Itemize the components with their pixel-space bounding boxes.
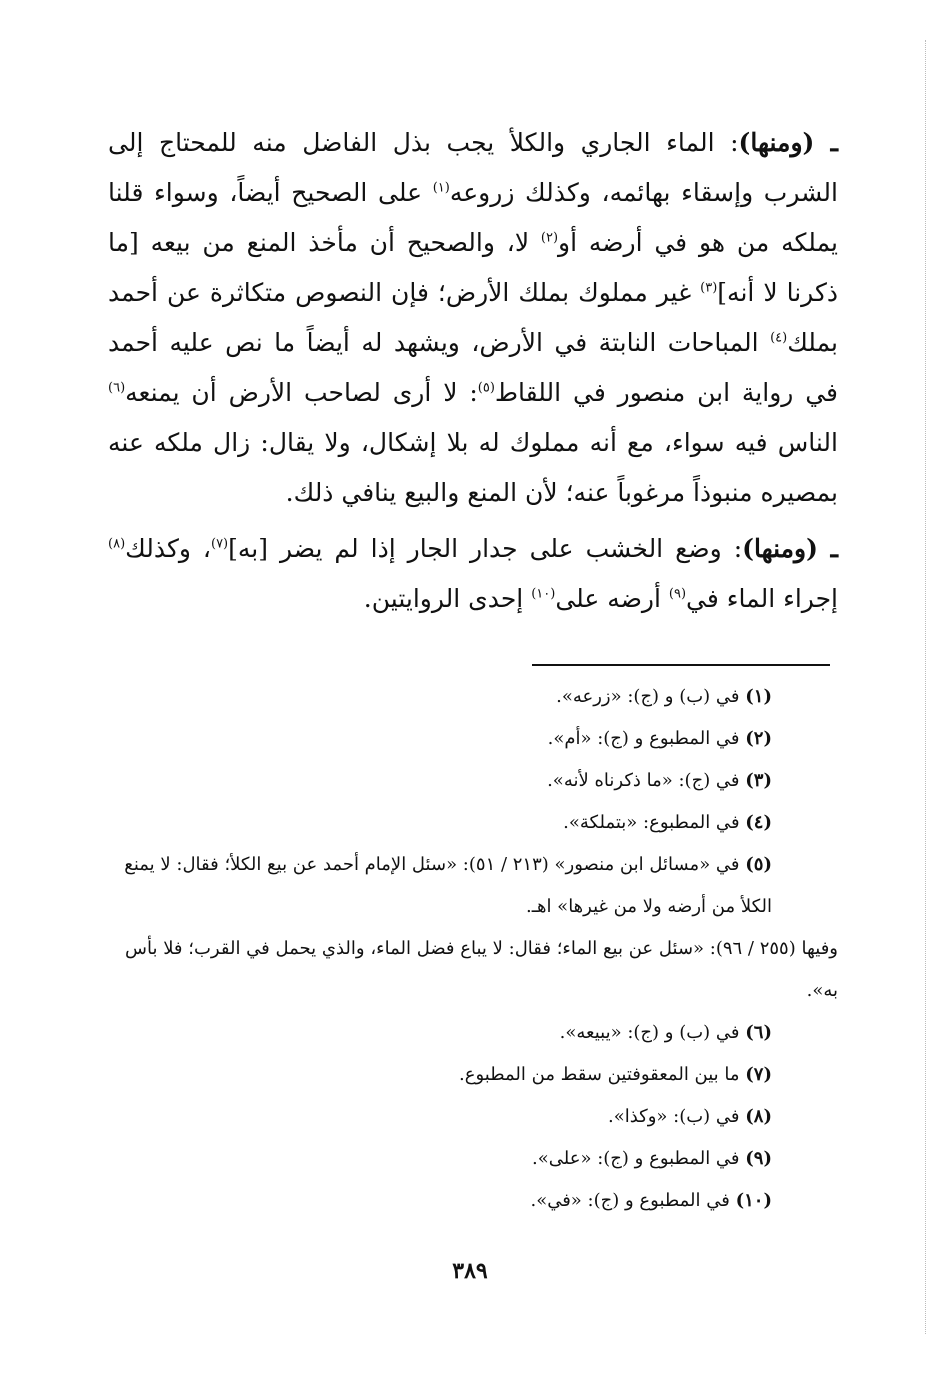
- footnote-text: في المطبوع: «بتملكة».: [563, 812, 746, 833]
- footnote-ref-8: (٨): [108, 536, 126, 552]
- footnote-6: [104, 1012, 772, 1054]
- footnote-number: (٩): [745, 1148, 772, 1169]
- footnote-text: في «مسائل ابن منصور» (٢١٣ / ٥١): «سئل الإمام أحمد عن بيع الكلأ؛ فقال: لا يمنع الكلأ من أرضه ولا من غيرها» اهـ.: [124, 854, 772, 917]
- footnotes: [104, 676, 838, 1222]
- footnote-number: (٨): [745, 1106, 772, 1127]
- footnote-ref-3: (٣): [700, 280, 718, 296]
- footnote-text: في (ج): «ما ذكرناه لأنه».: [547, 770, 746, 791]
- footnote-number: (١٠): [735, 1190, 772, 1211]
- footnote-text: في المطبوع و (ج): «على».: [532, 1148, 746, 1169]
- footnote-8: [104, 1096, 772, 1138]
- footnote-ref-10: (١٠): [531, 586, 556, 602]
- page-edge-dots: [925, 40, 926, 1334]
- footnote-text: ما بين المعقوفتين سقط من المطبوع.: [459, 1064, 746, 1085]
- paragraph-lead: ـ (ومنها): [742, 534, 838, 563]
- footnote-ref-7: (٧): [210, 536, 229, 552]
- footnote-text: في (ب): «وكذا».: [607, 1106, 746, 1127]
- footnote-separator: [532, 664, 830, 666]
- footnote-5: [104, 844, 772, 928]
- footnote-text: وفيها (٢٥٥ / ٩٦): «سئل عن بيع الماء؛ فقال: لا يباع فضل الماء، والذي يحمل في القرب؛ فلا بأس به».: [125, 938, 838, 1001]
- main-body-text: [108, 118, 838, 624]
- footnote-text: في (ب) و (ج): «يبيعه».: [559, 1022, 746, 1043]
- footnote-text: في المطبوع و (ج): «أم».: [547, 728, 746, 749]
- footnote-5-continued: [104, 928, 838, 1012]
- footnote-ref-2: (٢): [540, 230, 559, 246]
- footnote-number: (٢): [745, 728, 772, 749]
- footnote-2: [104, 718, 772, 760]
- paragraph-lead: ـ (ومنها): [738, 128, 838, 157]
- page-number: ٣٨٩: [452, 1258, 488, 1284]
- footnote-number: (٥): [745, 854, 772, 875]
- paragraph-water-and-pasture: ـ (ومنها): الماء الجاري والكلأ يجب بذل الفاضل منه للمحتاج إلى الشرب وإسقاء بهائمه، وكذلك زروعه$^{(١)}$ على الصحيح أيضاً، وسواء قلنا يملكه من هو في أرضه أو$^{(٢)}$ لا، والصحيح أن مأخذ المنع من بيعه [ما ذكرنا لا أنه]$^{(٣)}$ غير مملوك بملك الأرض؛ فإن النصوص متكاثرة عن أحمد بملك$^{(٤)}$ المباحات النابتة في الأرض، ويشهد له أيضاً ما نص عليه أحمد في رواية ابن منصور في اللقاط$^{(٥)}$: لا أرى لصاحب الأرض أن يمنعه$^{(٦)}$ الناس فيه سواء، مع أنه مملوك له بلا إشكال، ولا يقال: زال ملكه عنه بمصيره منبوذاً مرغوباً عنه؛ لأن المنع والبيع ينافي ذلك.: [108, 128, 839, 507]
- footnote-text: في المطبوع و (ج): «في».: [530, 1190, 736, 1211]
- footnote-ref-1: (١): [432, 180, 450, 196]
- footnote-9: [104, 1138, 772, 1180]
- footnote-10: [104, 1180, 772, 1222]
- footnote-3: [104, 760, 772, 802]
- footnote-4: [104, 802, 772, 844]
- footnote-number: (٦): [745, 1022, 772, 1043]
- footnote-ref-6: (٦): [108, 380, 126, 396]
- footnote-ref-4: (٤): [770, 330, 788, 346]
- footnote-number: (٤): [745, 812, 772, 833]
- footnote-1: [104, 676, 772, 718]
- footnote-7: [104, 1054, 772, 1096]
- footnote-ref-5: (٥): [477, 380, 495, 396]
- footnote-ref-9: (٩): [668, 586, 687, 602]
- paragraph-wood-on-wall: ـ (ومنها): وضع الخشب على جدار الجار إذا لم يضر [به]$^{(٧)}$، وكذلك$^{(٨)}$ إجراء الماء في$^{(٩)}$ أرضه على$^{(١٠)}$ إحدى الروايتين.: [108, 534, 838, 613]
- footnote-number: (٣): [745, 770, 772, 791]
- footnote-number: (١): [745, 686, 772, 707]
- footnote-number: (٧): [745, 1064, 772, 1085]
- footnote-text: في (ب) و (ج): «زرعه».: [556, 686, 746, 707]
